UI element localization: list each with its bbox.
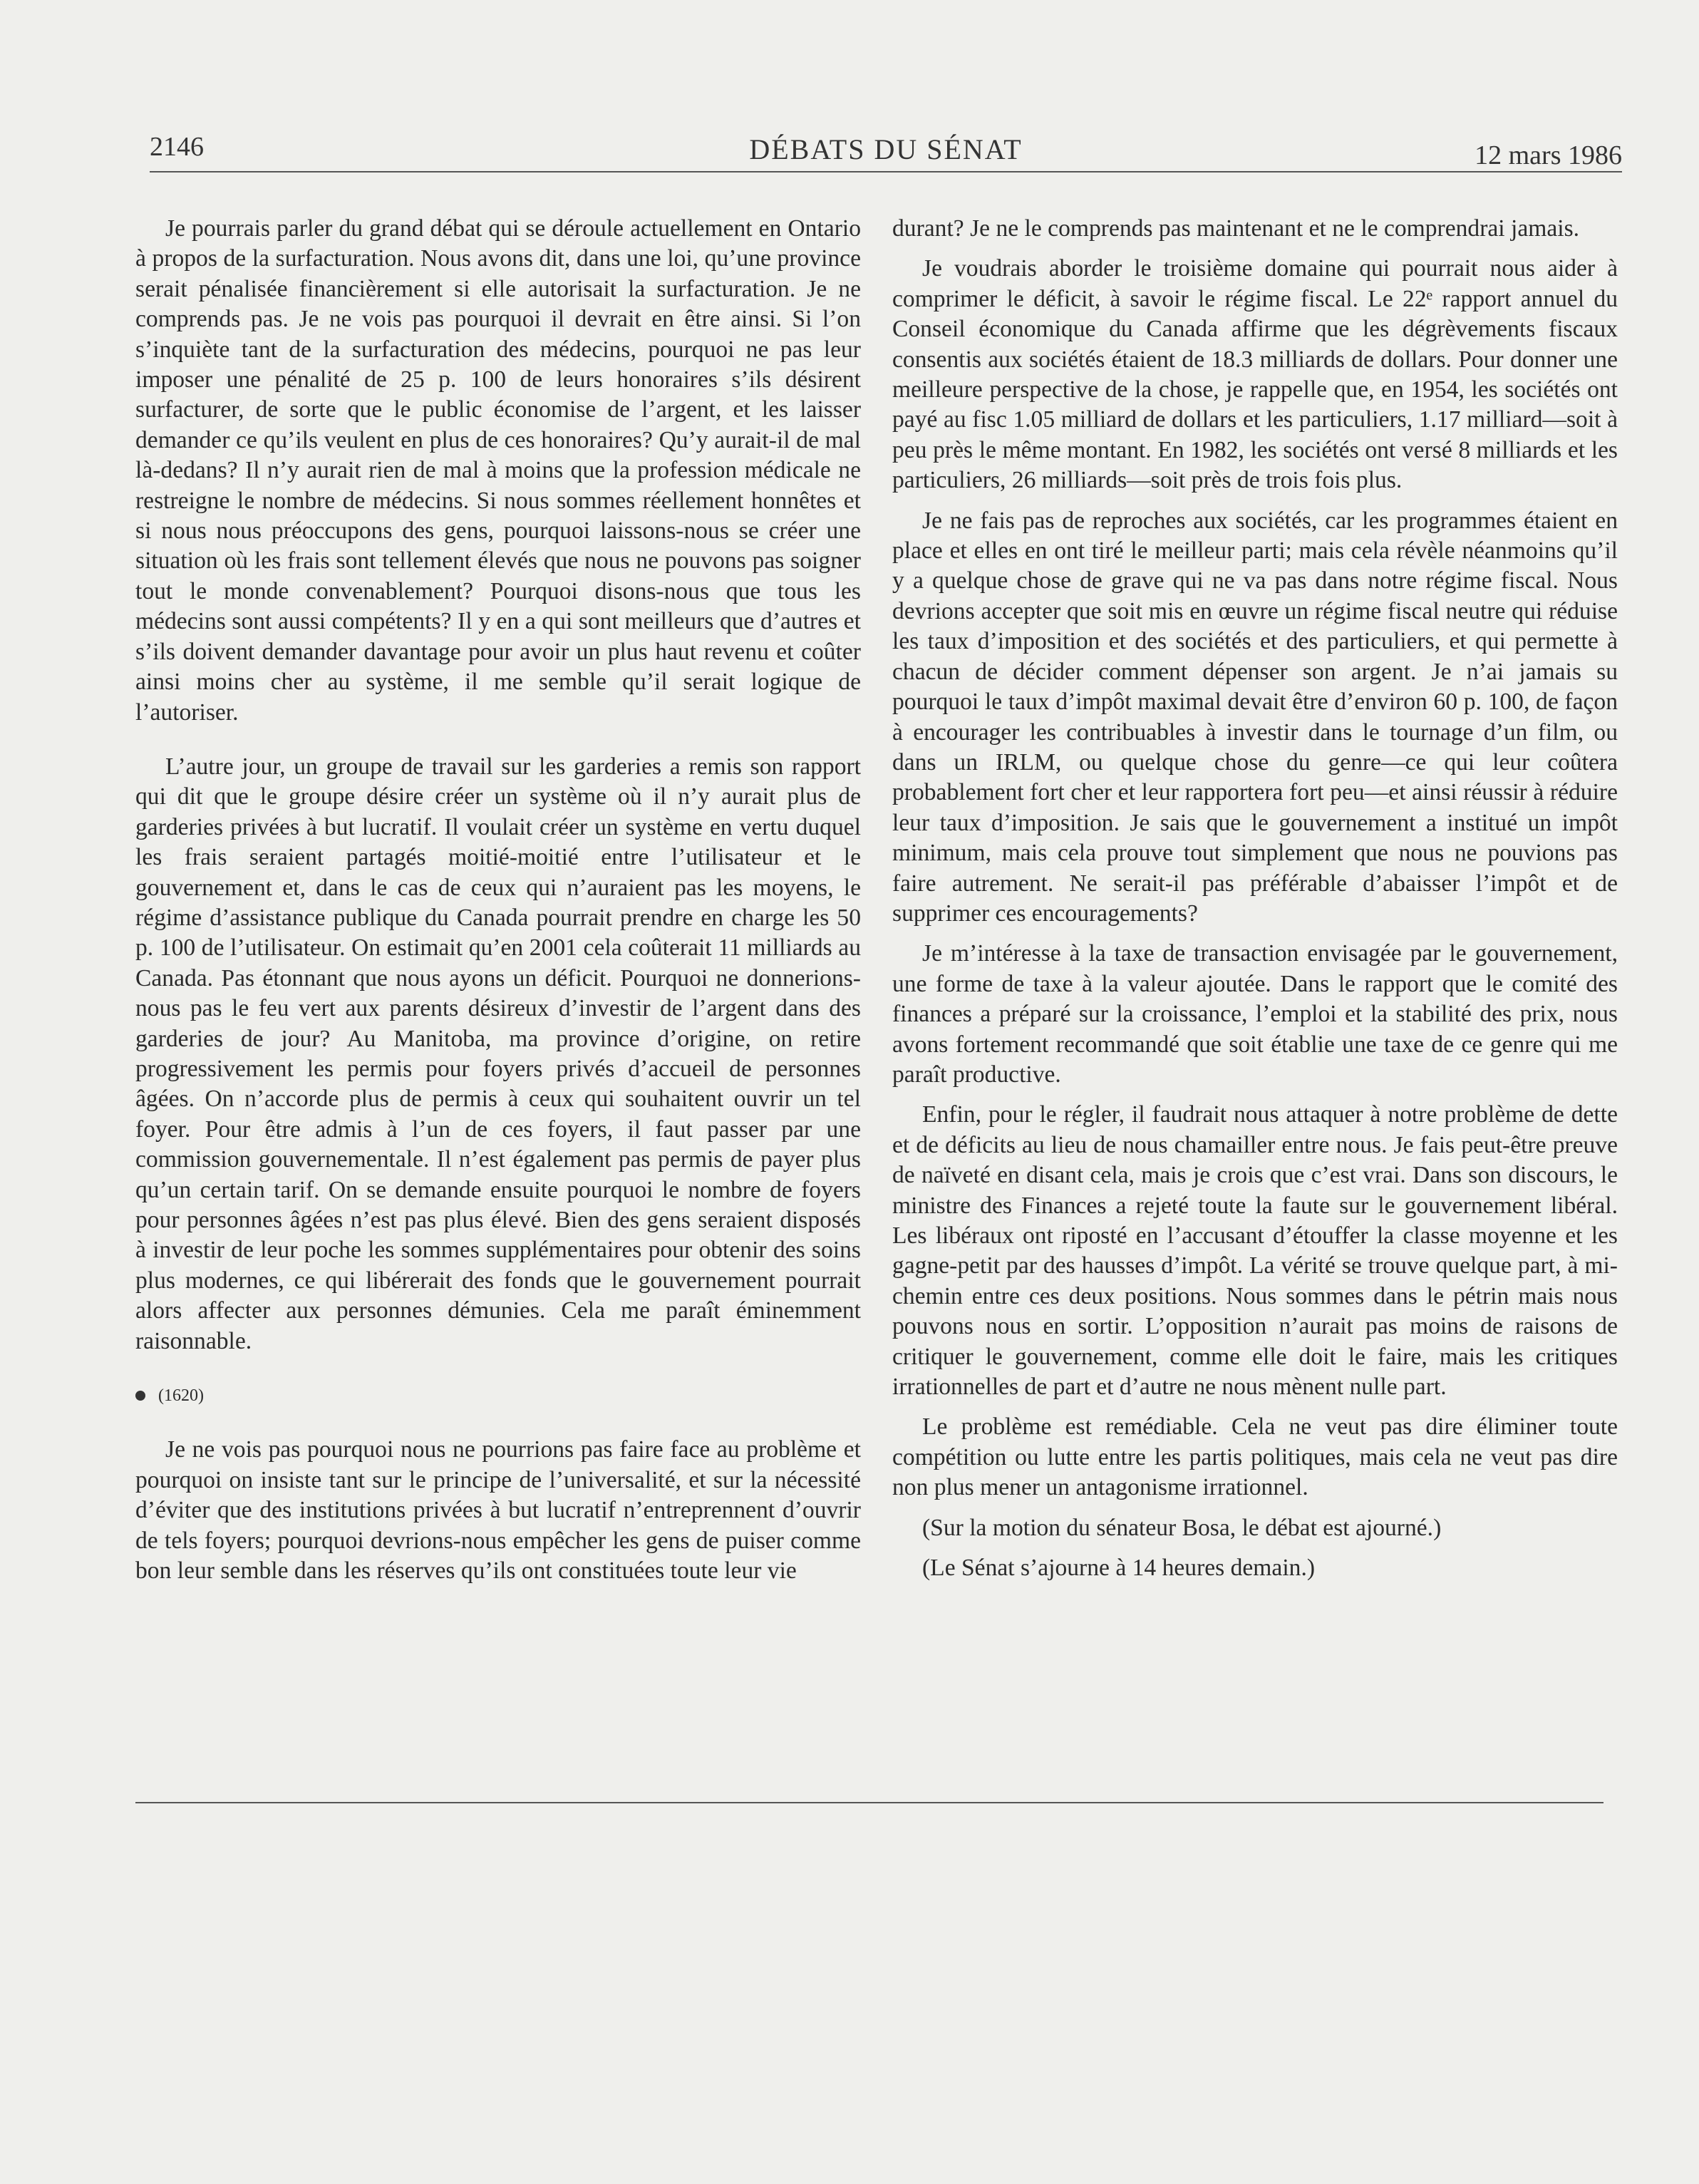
right-column — [892, 214, 1618, 1583]
time-marker — [135, 1381, 861, 1411]
page-header — [150, 128, 1622, 168]
paragraph: Je ne fais pas de reproches aux sociétés, car les programmes étaient en place et elles en ont tiré le meilleur parti; mais cela révèle néanmoins qu’il y a quelque chose de grave qui ne va pas dans notre régime fiscal. Nous devrions accepter que soit mis en œuvre un régime fiscal neutre qui réduise les taux d’imposition et des sociétés et des particuliers, et qui permette à chacun de décider comment dépenser son argent. Je n’ai jamais su pourquoi le taux d’impôt maximal devait être d’environ 60 p. 100, de façon à encourager les contribuables à investir dans le tournage d’un film, ou dans un IRLM, ou quelque chose du genre—ce qui leur coûtera probablement fort cher et leur rapportera fort peu—et ainsi réussir à réduire leur taux d’imposition. Je sais que le gouvernement a institué un impôt minimum, mais cela prouve tout simplement que nous ne pouvions pas faire autrement. Ne serait-il pas préférable d’abaisser l’impôt et de supprimer ces encouragements? — [892, 507, 1618, 927]
paragraph: Je pourrais parler du grand débat qui se déroule actuellement en Ontario à propos de la surfacturation. Nous avons dit, dans une loi, qu’une province serait pénalisée financièrement si elle autorisait la surfacturation. Je ne comprends pas. Je ne vois pas pourquoi il devrait en être ainsi. Si l’on s’inquiète tant de la surfacturation des médecins, pourquoi ne pas leur imposer une pénalité de 25 p. 100 de leurs honoraires s’ils désirent surfacturer, de sorte que le public économise de l’argent, et les laisser demander ce qu’ils veulent en plus de ces honoraires? Qu’y aurait-il de mal là-dedans? Il n’y aurait rien de mal à moins que la profession médicale ne restreigne le nombre de médecins. Si nous sommes réellement honnêtes et si nous nous préoccupons des gens, pourquoi laissons-nous se créer une situation où les frais sont tellement élevés que nous ne pouvons pas soigner tout le monde convenablement? Pourquoi disons-nous que tous les médecins sont aussi compétents? Il y en a qui sont meilleurs que d’autres et s’ils doivent demander davantage pour avoir un plus haut revenu et coûter ainsi moins cher au système, il me semble qu’il serait logique de l’autoriser. — [135, 215, 861, 726]
paragraph: durant? Je ne le comprends pas maintenant et ne le comprendrai jamais. — [892, 215, 1580, 242]
time-marker-label: (1620) — [158, 1386, 204, 1406]
procedural-note: (Sur la motion du sénateur Bosa, le débat est ajourné.) — [922, 1514, 1442, 1541]
paragraph: Je m’intéresse à la taxe de transaction envisagée par le gouvernement, une forme de taxe à la valeur ajoutée. Dans le rapport que le comité des finances a préparé sur la croissance, l’emploi et la stabilité des prix, nous avons fortement recommandé que soit établie une taxe de ce genre qui me paraît productive. — [892, 940, 1618, 1088]
left-column — [135, 214, 861, 1586]
paragraph: Le problème est remédiable. Cela ne veut pas dire éliminer toute compétition ou lutte entre les partis politiques, mais cela ne veut pas dire non plus mener un antagonisme irrationnel. — [892, 1413, 1618, 1501]
publication-title: DÉBATS DU SÉNAT — [749, 133, 1023, 165]
footer-rule — [135, 1802, 1604, 1803]
publication-date: 12 mars 1986 — [1475, 140, 1622, 170]
header-rule — [150, 171, 1622, 172]
bullet-icon — [135, 1391, 145, 1401]
page-number: 2146 — [150, 132, 204, 162]
paragraph: Je voudrais aborder le troisième domaine qui pourrait nous aider à comprimer le déficit, à savoir le régime fiscal. Le 22ᵉ rapport annuel du Conseil économique du Canada affirme que les dégrèvements fiscaux consentis aux sociétés étaient de 18.3 milliards de dollars. Pour donner une meilleure perspective de la chose, je rappelle que, en 1954, les sociétés ont payé au fisc 1.05 milliard de dollars et les particuliers, 1.17 milliard—soit à peu près le même montant. En 1982, les sociétés ont versé 8 milliards et les particuliers, 26 milliards—soit près de trois fois plus. — [892, 255, 1618, 494]
paragraph: Je ne vois pas pourquoi nous ne pourrions pas faire face au problème et pourquoi on insiste tant sur le principe de l’universalité, et sur la nécessité d’éviter que des institutions privées à but lucratif n’entreprennent d’ouvrir de tels foyers; pourquoi devrions-nous empêcher les gens de puiser comme bon leur semble dans les réserves qu’ils ont constituées toute leur vie — [135, 1436, 861, 1585]
paragraph: Enfin, pour le régler, il faudrait nous attaquer à notre problème de dette et de déficits au lieu de nous chamailler entre nous. Je fais peut-être preuve de naïveté en disant cela, mais je crois que c’est vrai. Dans son discours, le ministre des Finances a rejeté toute la faute sur le gouvernement libéral. Les libéraux ont riposté en l’accusant d’étouffer la classe moyenne et les gagne-petit par des hausses d’impôt. La vérité se trouve quelque part, à mi-chemin entre ces deux positions. Nous sommes dans le pétrin mais nous pouvons nous en sortir. L’opposition n’aurait pas moins de raisons de critiquer le gouvernement, comme elle doit le faire, mais les critiques irrationnelles de part et d’autre ne nous mènent nulle part. — [892, 1101, 1618, 1401]
procedural-note: (Le Sénat s’ajourne à 14 heures demain.) — [922, 1555, 1316, 1582]
paragraph: L’autre jour, un groupe de travail sur les garderies a remis son rapport qui dit que le groupe désire créer un système où il n’y aurait plus de garderies privées à but lucratif. Il voulait créer un système en vertu duquel les frais seraient partagés moitié-moitié entre l’utilisateur et le gouvernement et, dans le cas de ceux qui n’auraient pas les moyens, le régime d’assistance publique du Canada pourrait prendre en charge les 50 p. 100 de l’utilisateur. On estimait qu’en 2001 cela coûterait 11 milliards au Canada. Pas étonnant que nous ayons un déficit. Pourquoi ne donnerions-nous pas le feu vert aux parents désireux d’investir de l’argent dans des garderies de jour? Au Manitoba, ma province d’origine, on retire progressivement les permis pour foyers privés d’accueil de personnes âgées. On n’accorde plus de permis à ceux qui souhaitent ouvrir un tel foyer. Pour être admis à l’un de ces foyers, il faut passer par une commission gouvernementale. Il n’est également pas permis de payer plus qu’un certain tarif. On se demande ensuite pourquoi le nombre de foyers pour personnes âgées n’est pas plus élevé. Bien des gens seraient disposés à investir de leur poche les sommes supplémentaires pour obtenir des soins plus modernes, ce qui libérerait des fonds que le gouvernement pourrait alors affecter aux personnes démunies. Cela me paraît éminemment raisonnable. — [135, 753, 861, 1354]
